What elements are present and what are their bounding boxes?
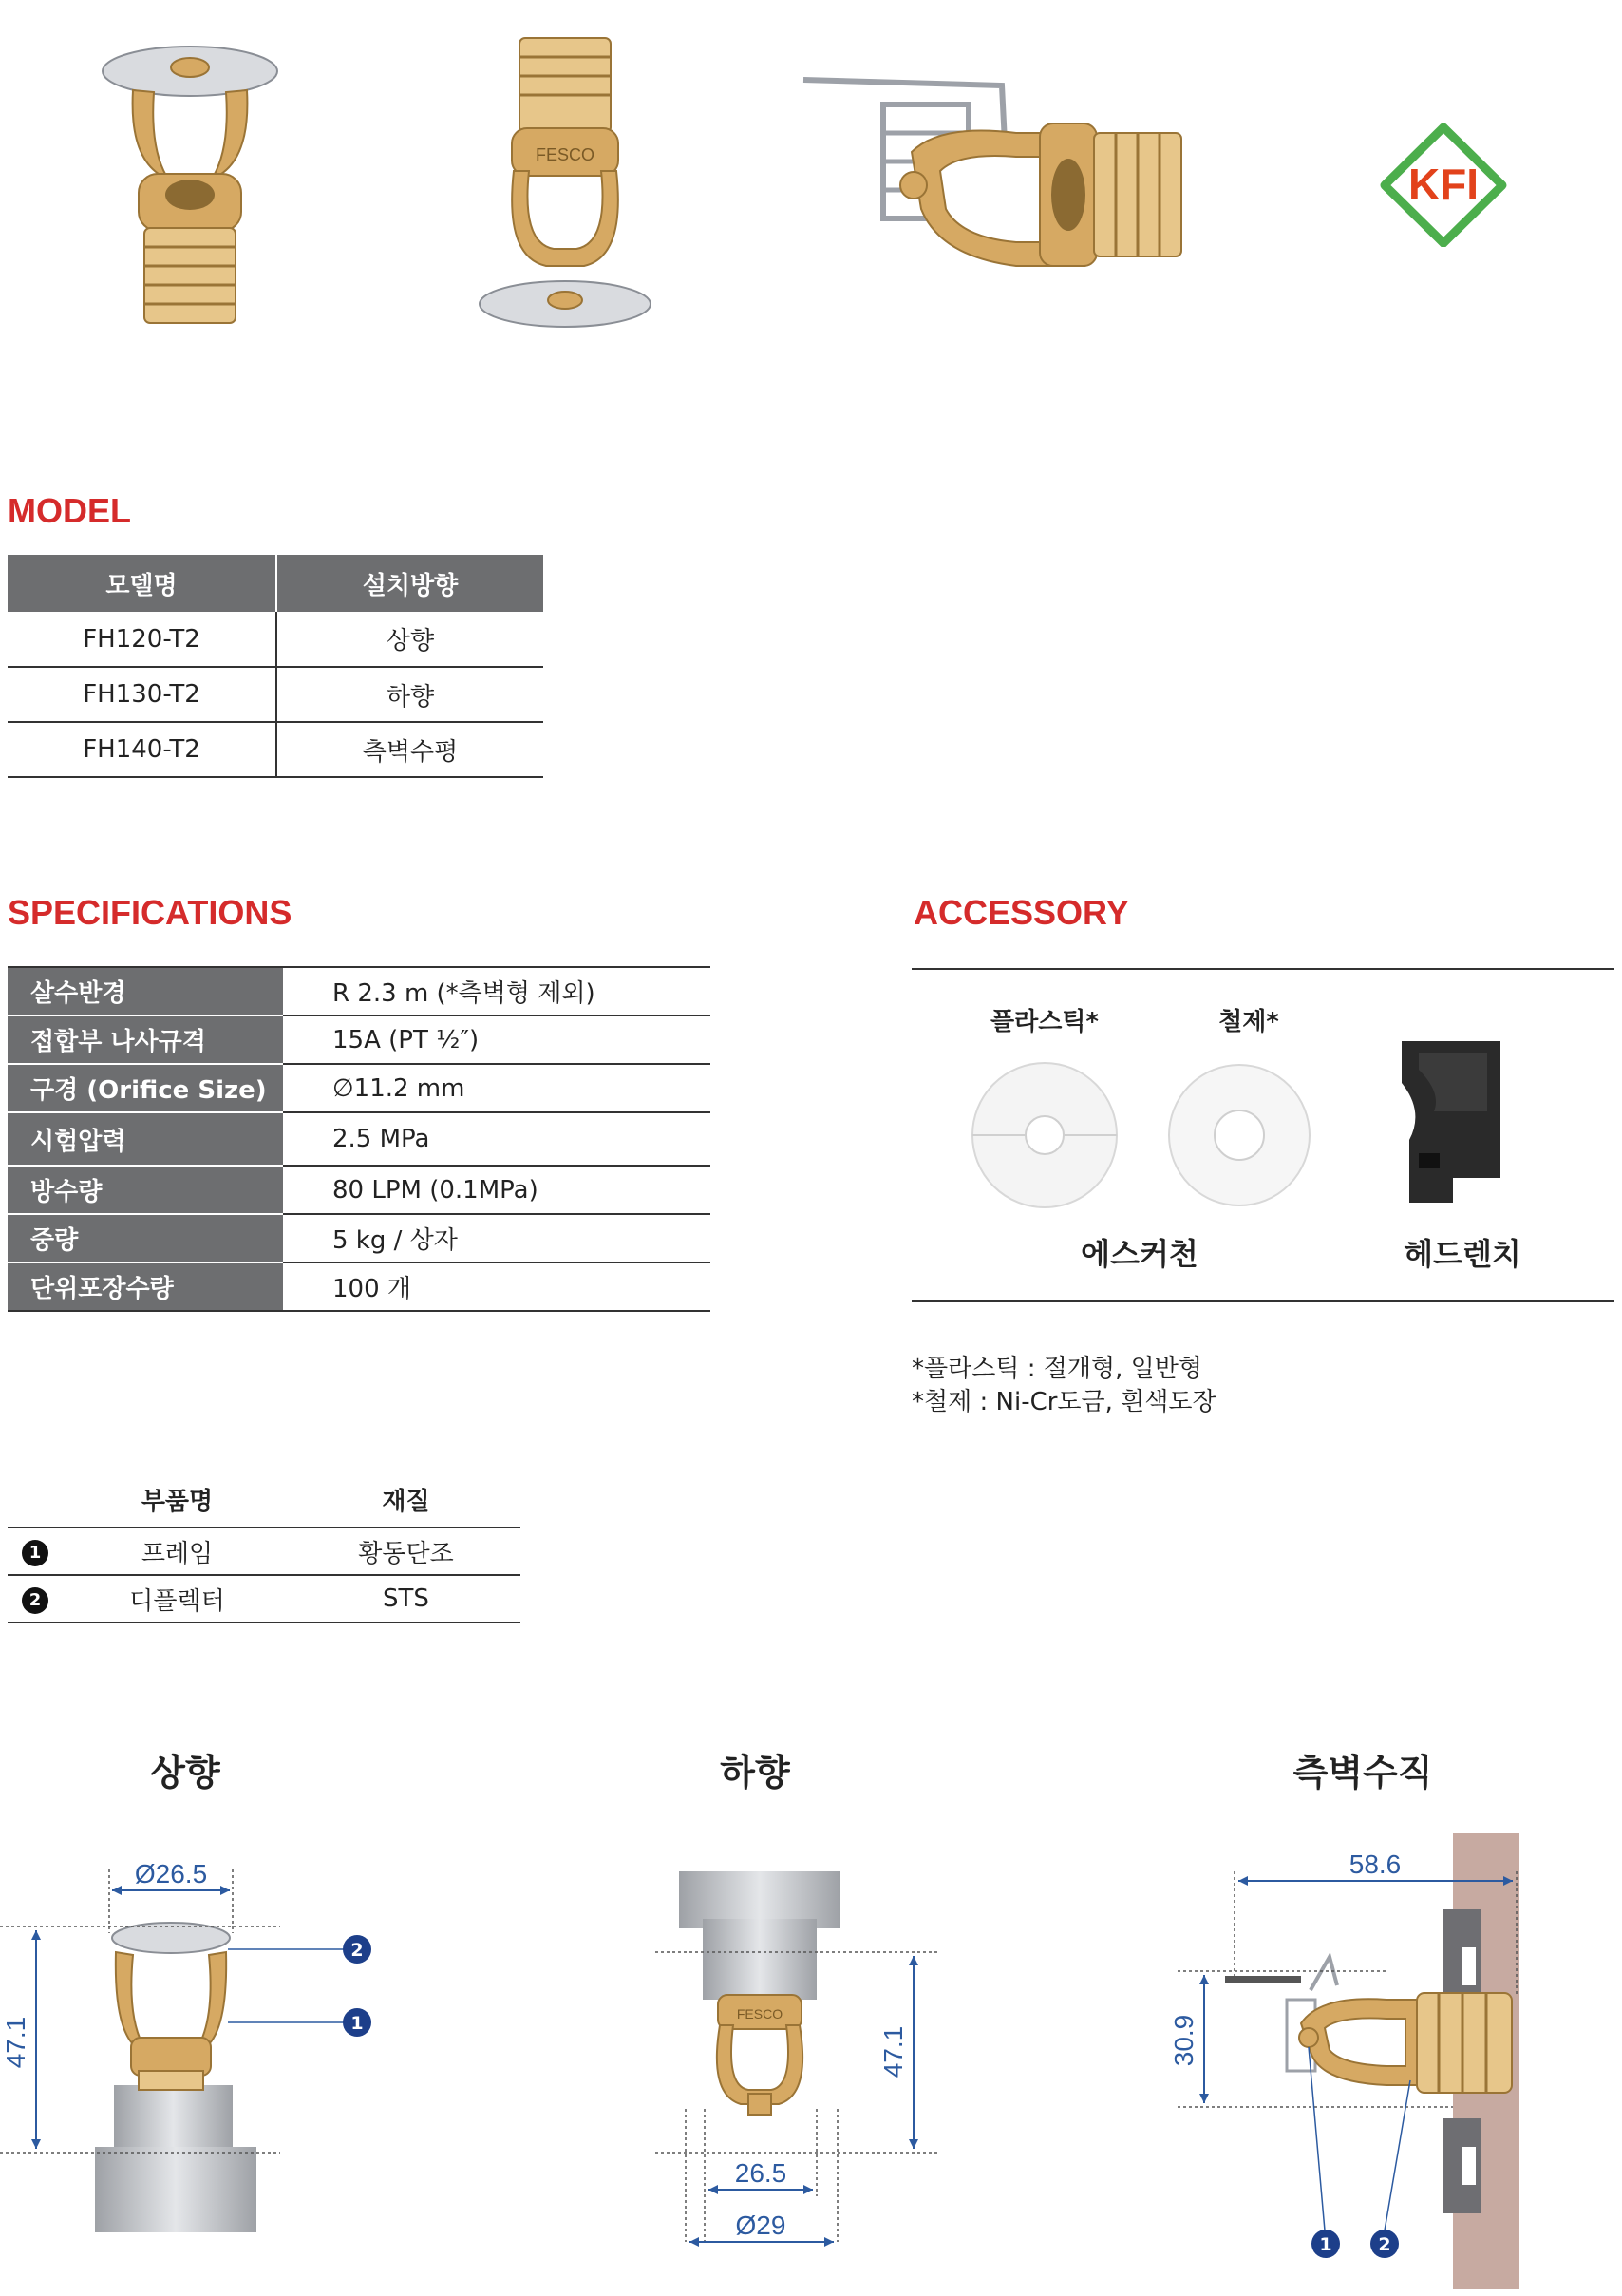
- steel-label: 철제*: [1218, 1008, 1279, 1036]
- sidewall-height-label: 30.9: [1169, 2014, 1198, 2067]
- upright-width-label: Ø26.5: [134, 1859, 208, 1888]
- specifications-section-title: SPECIFICATIONS: [8, 893, 292, 932]
- table-row: [8, 1214, 710, 1262]
- pendent-dimension-diagram: [627, 1862, 959, 2280]
- pendent-fesco-text: FESCO: [736, 2006, 783, 2021]
- upright-diagram-title: 상향: [150, 1752, 220, 1793]
- accessory-top-divider: [912, 968, 1614, 970]
- spec-key: 살수반경: [8, 967, 283, 1015]
- upright-dimension-diagram: [0, 1843, 399, 2242]
- model-table: [8, 555, 543, 778]
- part-material-cell: STS: [292, 1575, 520, 1622]
- part-name-cell: 디플렉터: [63, 1575, 292, 1622]
- plastic-escutcheon-image: [969, 1059, 1121, 1211]
- table-row: [8, 1262, 710, 1311]
- spec-value: 5 kg / 상자: [283, 1214, 710, 1262]
- part-number-badge: 1: [22, 1540, 48, 1566]
- plastic-label: 플라스틱*: [990, 1008, 1100, 1036]
- parts-header-name: 부품명: [63, 1472, 292, 1528]
- accessory-note-plastic: *플라스틱 : 절개형, 일반형: [912, 1355, 1202, 1383]
- specifications-table: [8, 966, 710, 1312]
- model-name-cell: FH130-T2: [8, 667, 276, 722]
- spec-key: 중량: [8, 1214, 283, 1262]
- fesco-brand-text: FESCO: [535, 145, 595, 164]
- upright-callout-frame: 1: [350, 2013, 364, 2034]
- table-row: [8, 612, 543, 667]
- pendent-sprinkler-photo: [470, 28, 660, 332]
- table-row: [8, 667, 543, 722]
- accessory-section-title: ACCESSORY: [914, 893, 1129, 932]
- upright-sprinkler-photo: [95, 33, 285, 337]
- parts-header-material: 재질: [292, 1472, 520, 1528]
- model-direction-cell: 하향: [276, 667, 543, 722]
- spec-value: 15A (PT ½″): [283, 1015, 710, 1064]
- part-name-cell: 프레임: [63, 1528, 292, 1575]
- parts-table: [8, 1472, 520, 1623]
- sidewall-dimension-diagram: [1168, 1833, 1548, 2289]
- table-row: [8, 1064, 710, 1112]
- spec-key: 접합부 나사규격: [8, 1015, 283, 1064]
- pendent-outer-width-label: Ø29: [735, 2211, 786, 2240]
- model-section-title: MODEL: [8, 491, 131, 530]
- pendent-diagram-title: 하향: [720, 1752, 790, 1793]
- pendent-inner-width-label: 26.5: [734, 2158, 787, 2188]
- table-row: [8, 1166, 710, 1214]
- kfi-logo: [1377, 123, 1510, 247]
- table-row: [8, 722, 543, 777]
- table-row: [8, 1575, 520, 1622]
- head-wrench-image: [1396, 1035, 1510, 1206]
- model-header-direction: 설치방향: [276, 555, 543, 612]
- table-row: [8, 1015, 710, 1064]
- spec-key: 단위포장수량: [8, 1262, 283, 1311]
- sidewall-diagram-title: 측벽수직: [1292, 1752, 1433, 1793]
- kfi-logo-text: KFI: [1407, 160, 1480, 209]
- model-name-cell: FH120-T2: [8, 612, 276, 667]
- sidewall-sprinkler-photo: [798, 66, 1197, 285]
- escutcheon-name: 에스커천: [1081, 1236, 1198, 1272]
- spec-key: 방수량: [8, 1166, 283, 1214]
- accessory-bottom-divider: [912, 1300, 1614, 1302]
- model-name-cell: FH140-T2: [8, 722, 276, 777]
- spec-value: R 2.3 m (*측벽형 제외): [283, 967, 710, 1015]
- spec-key: 구경 (Orifice Size): [8, 1064, 283, 1112]
- part-material-cell: 황동단조: [292, 1528, 520, 1575]
- accessory-note-steel: *철제 : Ni-Cr도금, 흰색도장: [912, 1388, 1216, 1416]
- sidewall-width-label: 58.6: [1349, 1850, 1402, 1879]
- table-row: [8, 1528, 520, 1575]
- upright-callout-deflector: 2: [350, 1940, 364, 1961]
- steel-escutcheon-image: [1166, 1062, 1313, 1209]
- model-header-name: 모델명: [8, 555, 276, 612]
- part-number-badge: 2: [22, 1587, 48, 1614]
- model-direction-cell: 측벽수평: [276, 722, 543, 777]
- sidewall-callout-deflector: 2: [1378, 2234, 1391, 2255]
- upright-height-label: 47.1: [1, 2016, 30, 2069]
- table-row: [8, 967, 710, 1015]
- spec-value: ∅11.2 mm: [283, 1064, 710, 1112]
- pendent-height-label: 47.1: [878, 2025, 908, 2078]
- spec-value: 100 개: [283, 1262, 710, 1311]
- table-row: [8, 1112, 710, 1166]
- sidewall-callout-frame: 1: [1319, 2234, 1332, 2255]
- spec-value: 80 LPM (0.1MPa): [283, 1166, 710, 1214]
- spec-key: 시험압력: [8, 1112, 283, 1166]
- spec-value: 2.5 MPa: [283, 1112, 710, 1166]
- model-direction-cell: 상향: [276, 612, 543, 667]
- head-wrench-name: 헤드렌치: [1404, 1236, 1521, 1272]
